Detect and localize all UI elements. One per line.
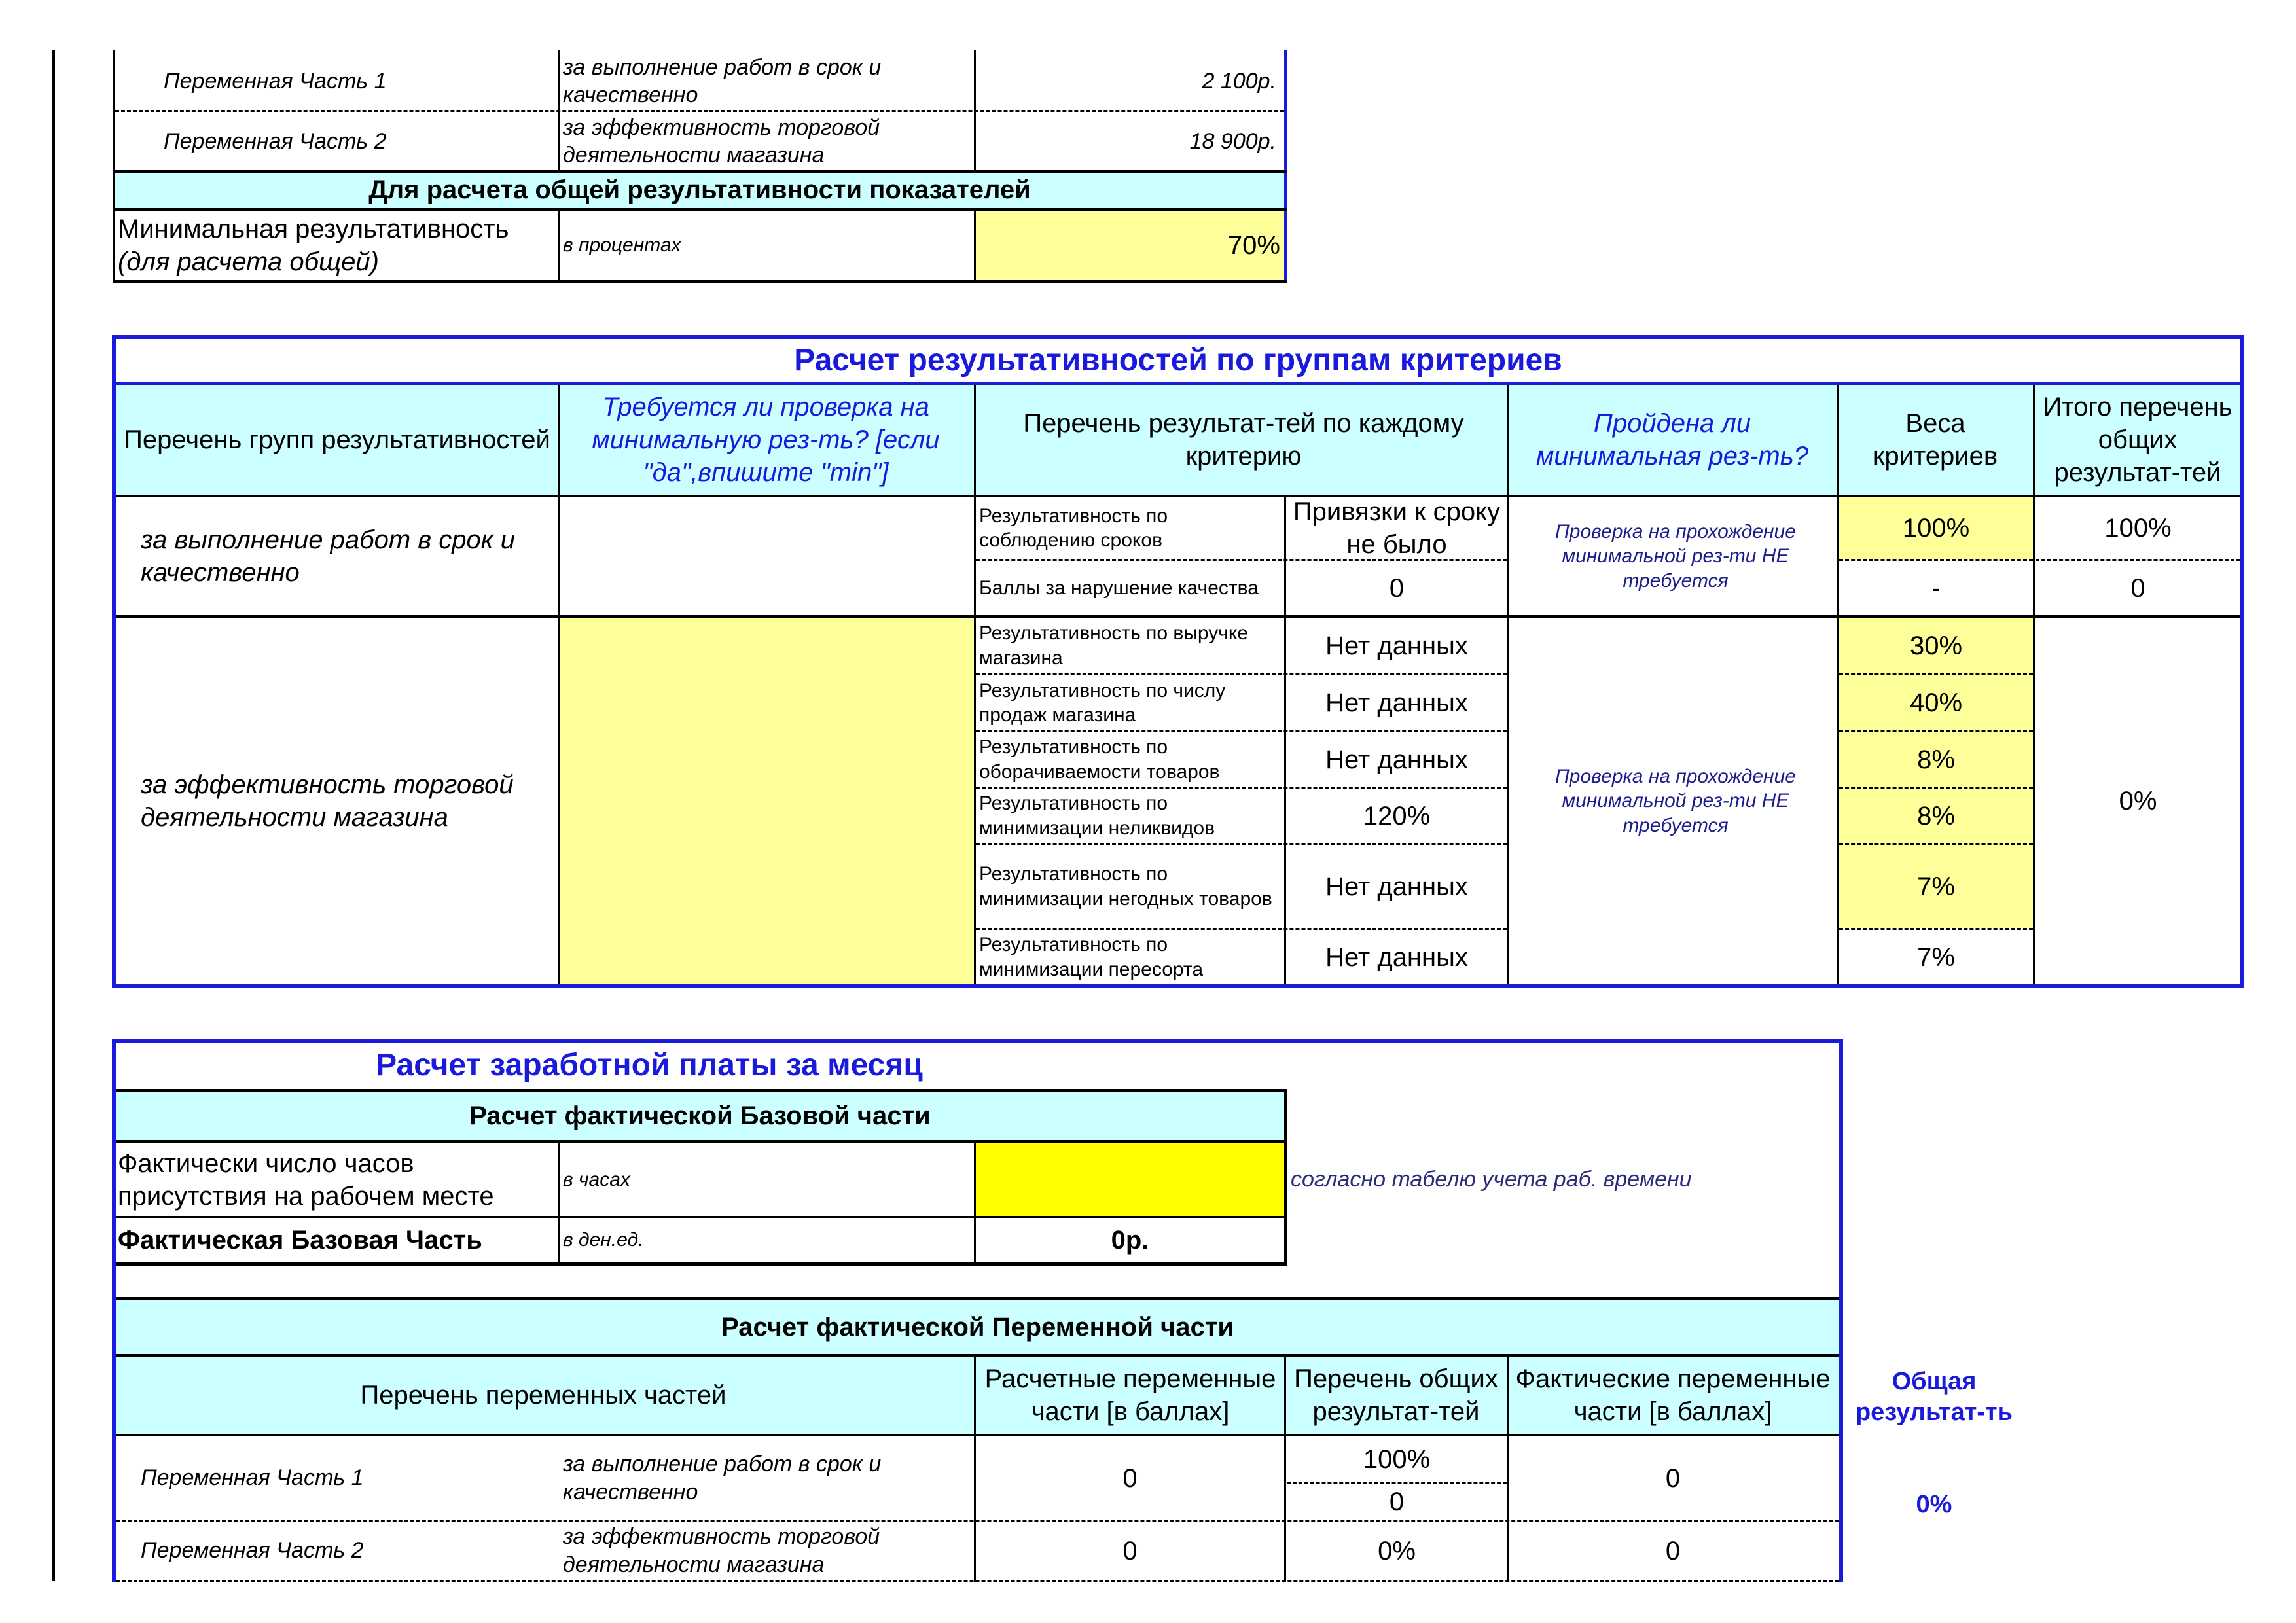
min-label-line1: Минимальная результативность	[118, 215, 509, 243]
group2-weight3[interactable]: 8%	[1917, 745, 1955, 774]
hours-unit: в часах	[563, 1168, 630, 1190]
min-label	[118, 211, 556, 280]
group2-criterion6-label: Результативность по минимизации пересорта	[979, 934, 1203, 980]
var-header-col1: Перечень переменных частей	[360, 1381, 726, 1410]
top-row1-desc: за выполнение работ в срок и качественно	[563, 54, 882, 107]
group1-weight2: -	[1931, 574, 1941, 603]
group2-criterion3-label: Результативность по оборачиваемости товаров	[979, 736, 1220, 783]
group2-criterion1-label: Результативность по выручке магазина	[979, 622, 1248, 669]
top-row2-name: Переменная Часть 2	[164, 128, 387, 154]
base-header: Расчет фактической Базовой части	[469, 1101, 931, 1130]
top-row1-value: 2 100р.	[1202, 68, 1276, 94]
min-label-line2: (для расчета общей)	[118, 247, 379, 276]
group2-weight1[interactable]: 30%	[1909, 631, 1963, 660]
var-row1-calc: 0	[1122, 1463, 1138, 1493]
groups-title: Расчет результативностей по группам критериев	[794, 343, 1562, 378]
top-section-header: Для расчета общей результативности показателей	[368, 175, 1031, 204]
groups-header-col2: Требуется ли проверка на минимальную рез-ть? [если "да",впишите "min"]	[592, 393, 940, 487]
group2-criterion5-label: Результативность по минимизации негодных товаров	[979, 863, 1272, 910]
var-row1-desc: за выполнение работ в срок и качественно	[563, 1452, 882, 1505]
group1-criterion2-value: 0	[1389, 574, 1405, 603]
var-row2-name: Переменная Часть 2	[141, 1538, 364, 1563]
group1-criterion2-label: Баллы за нарушение качества	[979, 577, 1259, 599]
group1-criterion1-label: Результативность по соблюдению сроков	[979, 505, 1168, 551]
group2-criterion3-value: Нет данных	[1325, 745, 1468, 774]
group1-criterion1-value: Привязки к сроку не было	[1293, 497, 1501, 559]
group2-min-check-input[interactable]	[560, 618, 974, 984]
hours-label: Фактически число часов присутствия на рабочем месте	[118, 1149, 494, 1211]
group2-criterion4-label: Результативность по минимизации неликвидов	[979, 793, 1215, 839]
groups-header-col6: Итого перечень общих результат-тей	[2043, 393, 2233, 487]
group2-criterion2-value: Нет данных	[1325, 688, 1468, 717]
var-row1-fact: 0	[1665, 1463, 1681, 1493]
group2-criterion2-label: Результативность по числу продаж магазина	[979, 679, 1226, 726]
hours-input[interactable]	[976, 1143, 1284, 1216]
top-row1-name: Переменная Часть 1	[164, 68, 387, 94]
var-row2-fact: 0	[1665, 1536, 1681, 1565]
group2-check: Проверка на прохождение минимальной рез-ти НЕ требуется	[1555, 765, 1796, 836]
overall-value: 0%	[1916, 1491, 1952, 1519]
hours-note: согласно табелю учета раб. времени	[1291, 1167, 1692, 1192]
top-row2-value: 18 900р.	[1189, 128, 1276, 154]
min-unit: в процентах	[563, 234, 681, 257]
groups-header-col5: Веса критериев	[1873, 409, 1998, 471]
group2-weight4[interactable]: 8%	[1917, 801, 1955, 830]
var-row1-res-bottom: 0	[1389, 1488, 1405, 1516]
group2-criterion1-value: Нет данных	[1325, 631, 1468, 660]
group1-weight1[interactable]: 100%	[1902, 514, 1970, 543]
var-header-col4: Фактические переменные части [в баллах]	[1515, 1364, 1831, 1426]
var-row1-res-top: 100%	[1363, 1445, 1431, 1474]
group2-name: за эффективность торговой деятельности магазина	[141, 770, 514, 832]
group1-name: за выполнение работ в срок и качественно	[141, 526, 516, 587]
group2-weight6: 7%	[1917, 942, 1955, 972]
min-value[interactable]: 70%	[1227, 231, 1280, 260]
var-header-col2: Расчетные переменные части [в баллах]	[984, 1364, 1276, 1426]
groups-header-col1: Перечень групп результативностей	[124, 425, 550, 454]
groups-header-col4: Пройдена ли минимальная рез-ть?	[1535, 409, 1809, 471]
groups-header-col3: Перечень результат-тей по каждому критерию	[1023, 409, 1464, 471]
group2-criterion6-value: Нет данных	[1325, 942, 1468, 972]
base-value: 0р.	[1111, 1226, 1149, 1255]
overall-label: Общая результат-ть	[1855, 1367, 2013, 1426]
base-label: Фактическая Базовая Часть	[118, 1226, 482, 1255]
salary-title: Расчет заработной платы за месяц	[376, 1048, 923, 1082]
group2-total: 0%	[2119, 787, 2157, 815]
page-margin-line	[52, 50, 55, 1581]
group1-total1: 100%	[2104, 514, 2172, 543]
var-row1-name: Переменная Часть 1	[141, 1465, 364, 1491]
var-row2-calc: 0	[1122, 1536, 1138, 1565]
group1-check: Проверка на прохождение минимальной рез-ти НЕ требуется	[1555, 520, 1796, 592]
group2-criterion4-value: 120%	[1363, 801, 1431, 830]
group2-weight2[interactable]: 40%	[1909, 688, 1963, 717]
top-row2-desc: за эффективность торговой деятельности магазина	[563, 115, 880, 168]
var-header-col3: Перечень общих результат-тей	[1294, 1364, 1498, 1426]
group1-total2: 0	[2130, 574, 2145, 603]
group2-weight5[interactable]: 7%	[1917, 872, 1955, 901]
base-unit: в ден.ед.	[563, 1229, 644, 1251]
var-row2-res: 0%	[1378, 1536, 1416, 1565]
group2-criterion5-value: Нет данных	[1325, 872, 1468, 901]
variable-header: Расчет фактической Переменной части	[721, 1313, 1234, 1342]
var-row2-desc: за эффективность торговой деятельности магазина	[563, 1524, 880, 1577]
